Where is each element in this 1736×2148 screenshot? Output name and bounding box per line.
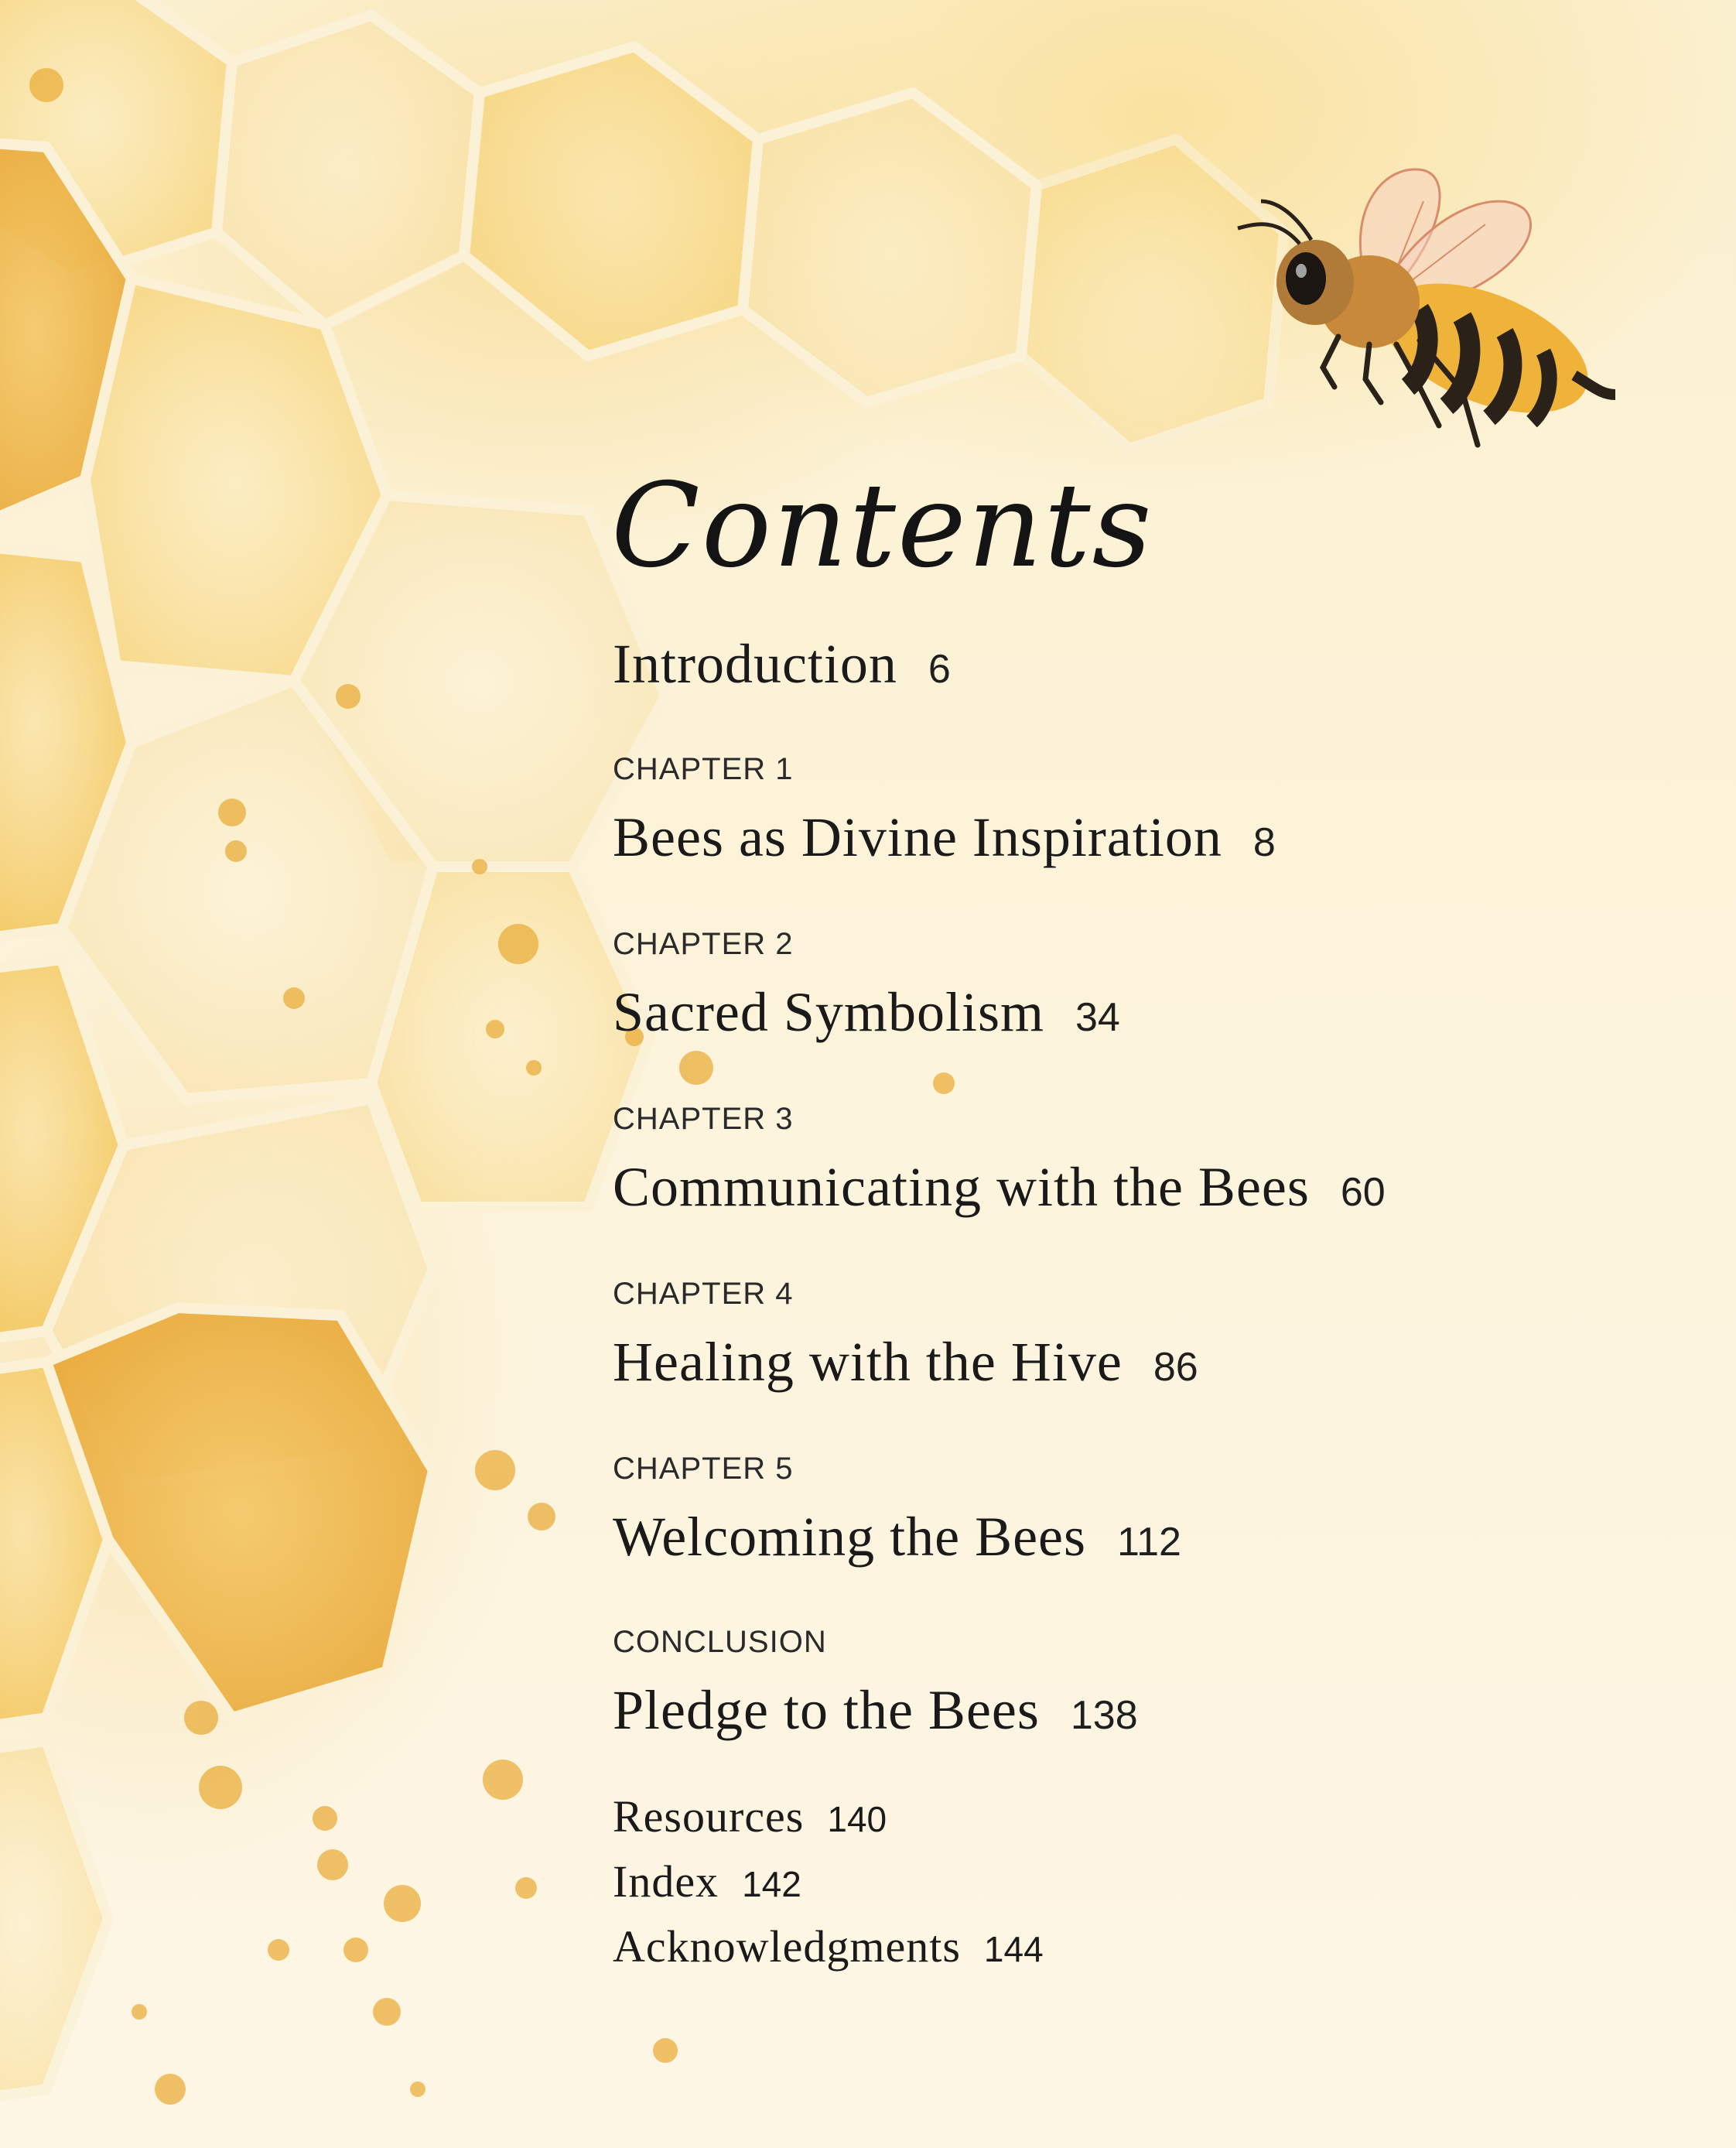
entry-label: CHAPTER 1 bbox=[613, 752, 794, 786]
toc-entry-acknowledgments[interactable] bbox=[613, 1920, 1044, 1974]
entry-page-number: 142 bbox=[742, 1864, 801, 1904]
entry-title: Index bbox=[613, 1856, 719, 1907]
entry-page-number: 60 bbox=[1340, 1170, 1386, 1215]
page-title: Contents bbox=[611, 459, 1153, 593]
entry-title: Introduction bbox=[613, 633, 897, 695]
entry-title: Healing with the Hive bbox=[613, 1331, 1123, 1393]
toc-entry-chapter-1[interactable] bbox=[613, 805, 1276, 870]
entry-label: CHAPTER 4 bbox=[613, 1277, 794, 1311]
bee-illustration bbox=[1230, 155, 1632, 480]
toc-entry-chapter-2[interactable] bbox=[613, 980, 1120, 1045]
entry-label: CHAPTER 3 bbox=[613, 1102, 794, 1136]
toc-entry-chapter-4[interactable] bbox=[613, 1329, 1198, 1394]
entry-page-number: 34 bbox=[1075, 995, 1120, 1040]
entry-page-number: 140 bbox=[827, 1799, 887, 1839]
toc-entry-introduction[interactable] bbox=[613, 631, 951, 696]
entry-title: Communicating with the Bees bbox=[613, 1156, 1310, 1218]
entry-title: Acknowledgments bbox=[613, 1921, 961, 1972]
toc-entry-chapter-3[interactable] bbox=[613, 1154, 1386, 1219]
entry-title: Pledge to the Bees bbox=[613, 1679, 1040, 1741]
entry-page-number: 8 bbox=[1252, 820, 1276, 865]
toc-entry-index[interactable] bbox=[613, 1855, 801, 1909]
entry-label: CHAPTER 5 bbox=[613, 1452, 794, 1486]
entry-page-number: 86 bbox=[1153, 1345, 1198, 1390]
entry-page-number: 112 bbox=[1117, 1520, 1181, 1565]
entry-page-number: 6 bbox=[928, 647, 951, 692]
entry-label: CONCLUSION bbox=[613, 1625, 827, 1659]
entry-page-number: 138 bbox=[1070, 1693, 1138, 1738]
toc-entry-conclusion[interactable] bbox=[613, 1678, 1138, 1743]
toc-entry-chapter-5[interactable] bbox=[613, 1504, 1181, 1569]
bee-eye bbox=[1286, 252, 1326, 305]
entry-label: CHAPTER 2 bbox=[613, 927, 794, 961]
entry-title: Sacred Symbolism bbox=[613, 981, 1044, 1043]
entry-title: Welcoming the Bees bbox=[613, 1506, 1087, 1568]
entry-title: Bees as Divine Inspiration bbox=[613, 806, 1222, 868]
entry-title: Resources bbox=[613, 1791, 805, 1842]
entry-page-number: 144 bbox=[983, 1929, 1044, 1969]
toc-entry-resources[interactable] bbox=[613, 1790, 887, 1844]
